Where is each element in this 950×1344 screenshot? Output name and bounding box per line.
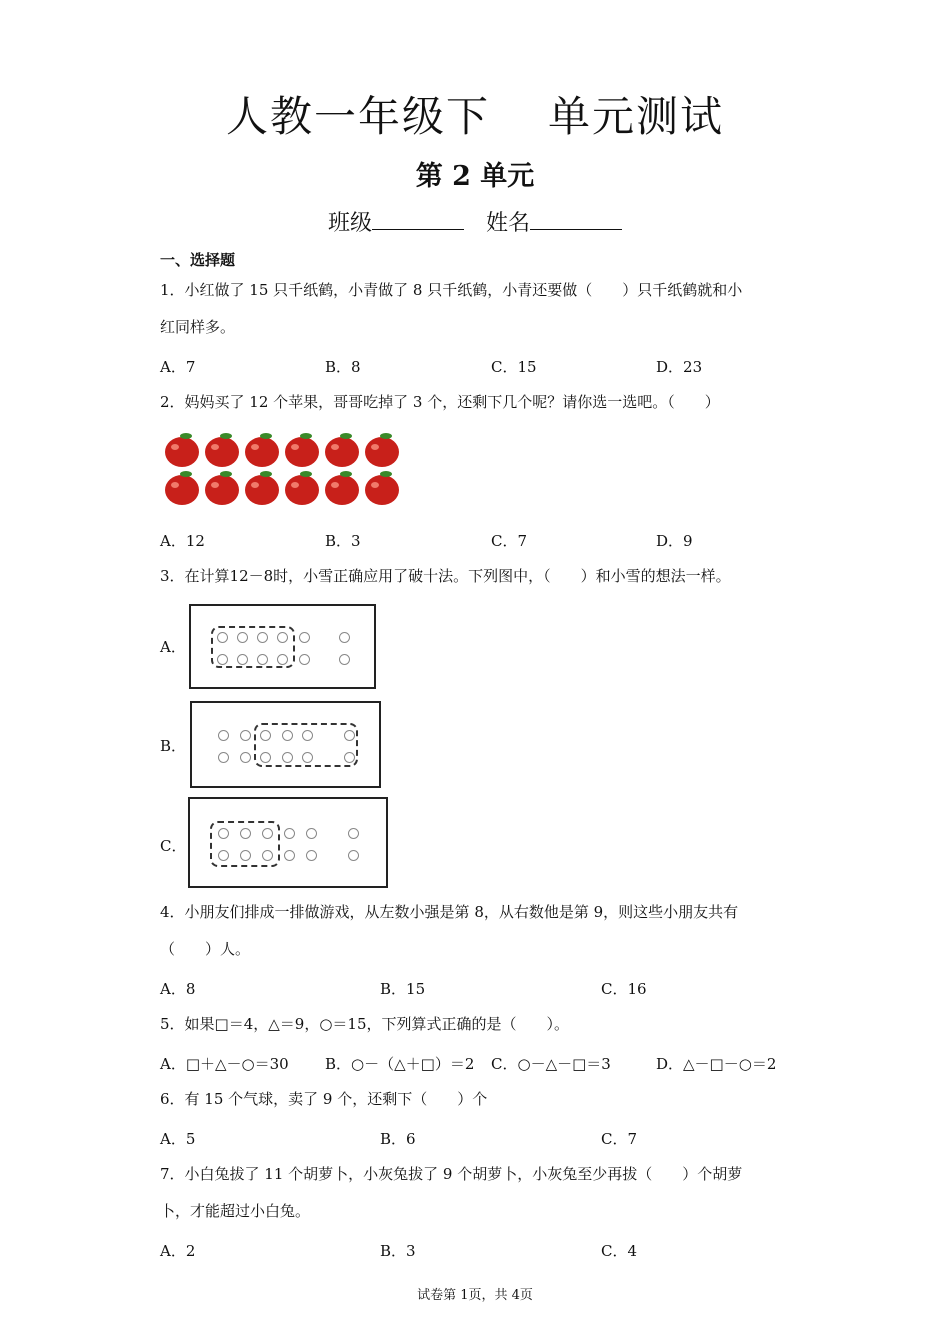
name-label: 姓名 bbox=[486, 211, 531, 236]
question-6-line1: 6．有 15 个气球，卖了 9 个，还剩下（ ）个 bbox=[160, 1090, 488, 1108]
question-3-option-a[interactable]: A． bbox=[160, 638, 186, 656]
counter-circle bbox=[299, 654, 310, 665]
counter-circle bbox=[284, 828, 295, 839]
question-2-option-d[interactable]: D．9 bbox=[656, 532, 693, 550]
question-2-line1: 2．妈妈买了 12 个苹果，哥哥吃掉了 3 个，还剩下几个呢？请你选一选吧。（ ） bbox=[160, 393, 720, 411]
name-blank[interactable] bbox=[530, 207, 622, 230]
class-name-line bbox=[0, 206, 950, 237]
apple-icon bbox=[285, 433, 319, 467]
counter-circle bbox=[277, 654, 288, 665]
apple-icon bbox=[165, 471, 199, 505]
counter-circle bbox=[302, 730, 313, 741]
apple-icon bbox=[365, 433, 399, 467]
class-label: 班级 bbox=[327, 211, 372, 236]
counter-circle bbox=[299, 632, 310, 643]
counter-circle bbox=[284, 850, 295, 861]
figure-b-box[interactable] bbox=[190, 701, 381, 788]
counter-circle bbox=[237, 632, 248, 643]
question-1-option-a[interactable]: A．7 bbox=[160, 358, 196, 376]
question-6-option-c[interactable]: C．7 bbox=[601, 1130, 638, 1148]
counter-circle bbox=[302, 752, 313, 763]
question-4-option-a[interactable]: A．8 bbox=[160, 980, 196, 998]
title-right: 单元测试 bbox=[548, 92, 725, 141]
apple-icon bbox=[285, 471, 319, 505]
counter-circle bbox=[344, 752, 355, 763]
counter-circle bbox=[218, 730, 229, 741]
figure-a-box[interactable] bbox=[189, 604, 376, 689]
counter-circle bbox=[240, 850, 251, 861]
question-3-option-c[interactable]: C． bbox=[160, 837, 187, 855]
counter-circle bbox=[218, 752, 229, 763]
counter-circle bbox=[348, 828, 359, 839]
counter-circle bbox=[260, 752, 271, 763]
question-3-line1: 3．在计算12－8时，小雪正确应用了破十法。下列图中，（ ）和小雪的想法一样。 bbox=[160, 567, 731, 585]
counter-circle bbox=[344, 730, 355, 741]
counter-circle bbox=[218, 850, 229, 861]
counter-circle bbox=[348, 850, 359, 861]
question-5-line1: 5．如果□＝4，△＝9，○＝15，下列算式正确的是（ ）。 bbox=[160, 1015, 570, 1033]
question-6-option-b[interactable]: B．6 bbox=[380, 1130, 416, 1148]
question-5-option-a[interactable]: A．□＋△－○＝30 bbox=[160, 1055, 289, 1073]
counter-circle bbox=[339, 632, 350, 643]
counter-circle bbox=[282, 752, 293, 763]
counter-circle bbox=[218, 828, 229, 839]
question-4-line2: （ ）人。 bbox=[160, 940, 251, 958]
question-7-line1: 7．小白兔拔了 11 个胡萝卜，小灰兔拔了 9 个胡萝卜，小灰兔至少再拔（ ）个胡萝 bbox=[160, 1165, 743, 1183]
counter-circle bbox=[339, 654, 350, 665]
question-2-option-a[interactable]: A．12 bbox=[160, 532, 205, 550]
question-7-option-b[interactable]: B．3 bbox=[380, 1242, 416, 1260]
question-6-option-a[interactable]: A．5 bbox=[160, 1130, 196, 1148]
apple-icon bbox=[205, 433, 239, 467]
counter-circle bbox=[217, 632, 228, 643]
question-1-line1: 1．小红做了 15 只千纸鹤，小青做了 8 只千纸鹤，小青还要做（ ）只千纸鹤就和小 bbox=[160, 281, 743, 299]
counter-circle bbox=[262, 850, 273, 861]
question-1-option-b[interactable]: B．8 bbox=[325, 358, 361, 376]
counter-circle bbox=[277, 632, 288, 643]
apple-icon bbox=[325, 433, 359, 467]
counter-circle bbox=[257, 632, 268, 643]
question-1-line2: 红同样多。 bbox=[160, 318, 236, 336]
counter-circle bbox=[282, 730, 293, 741]
counter-circle bbox=[262, 828, 273, 839]
question-3-option-b[interactable]: B． bbox=[160, 737, 187, 755]
figure-c-box[interactable] bbox=[188, 797, 388, 888]
apple-icon bbox=[325, 471, 359, 505]
question-4-option-b[interactable]: B．15 bbox=[380, 980, 426, 998]
apple-icon bbox=[165, 433, 199, 467]
counter-circle bbox=[237, 654, 248, 665]
question-1-option-c[interactable]: C．15 bbox=[491, 358, 537, 376]
question-4-line1: 4．小朋友们排成一排做游戏，从左数小强是第 8，从右数他是第 9，则这些小朋友共有 bbox=[160, 903, 739, 921]
page-title bbox=[0, 84, 950, 144]
counter-circle bbox=[306, 850, 317, 861]
apple-icon bbox=[205, 471, 239, 505]
question-4-option-c[interactable]: C．16 bbox=[601, 980, 647, 998]
counter-circle bbox=[240, 752, 251, 763]
section-title: 一、选择题 bbox=[160, 251, 236, 269]
unit-subtitle: 第 2 单元 bbox=[415, 161, 535, 192]
apple-icon bbox=[245, 471, 279, 505]
apple-icon bbox=[365, 471, 399, 505]
apples-figure bbox=[162, 430, 402, 508]
question-7-line2: 卜，才能超过小白兔。 bbox=[160, 1202, 311, 1220]
counter-circle bbox=[240, 730, 251, 741]
apple-icon bbox=[245, 433, 279, 467]
counter-circle bbox=[306, 828, 317, 839]
question-1-option-d[interactable]: D．23 bbox=[656, 358, 703, 376]
question-2-option-c[interactable]: C．7 bbox=[491, 532, 528, 550]
question-5-option-c[interactable]: C．○－△－□＝3 bbox=[491, 1055, 611, 1073]
page-footer: 试卷第 1页，共 4页 bbox=[417, 1288, 533, 1303]
question-2-option-b[interactable]: B．3 bbox=[325, 532, 361, 550]
counter-circle bbox=[257, 654, 268, 665]
counter-circle bbox=[217, 654, 228, 665]
question-7-option-c[interactable]: C．4 bbox=[601, 1242, 638, 1260]
question-7-option-a[interactable]: A．2 bbox=[160, 1242, 196, 1260]
title-left: 人教一年级下 bbox=[225, 92, 490, 141]
question-5-option-b[interactable]: B．○－（△＋□）＝2 bbox=[325, 1055, 475, 1073]
question-5-option-d[interactable]: D．△－□－○＝2 bbox=[656, 1055, 777, 1073]
counter-circle bbox=[240, 828, 251, 839]
class-blank[interactable] bbox=[372, 207, 464, 230]
counter-circle bbox=[260, 730, 271, 741]
